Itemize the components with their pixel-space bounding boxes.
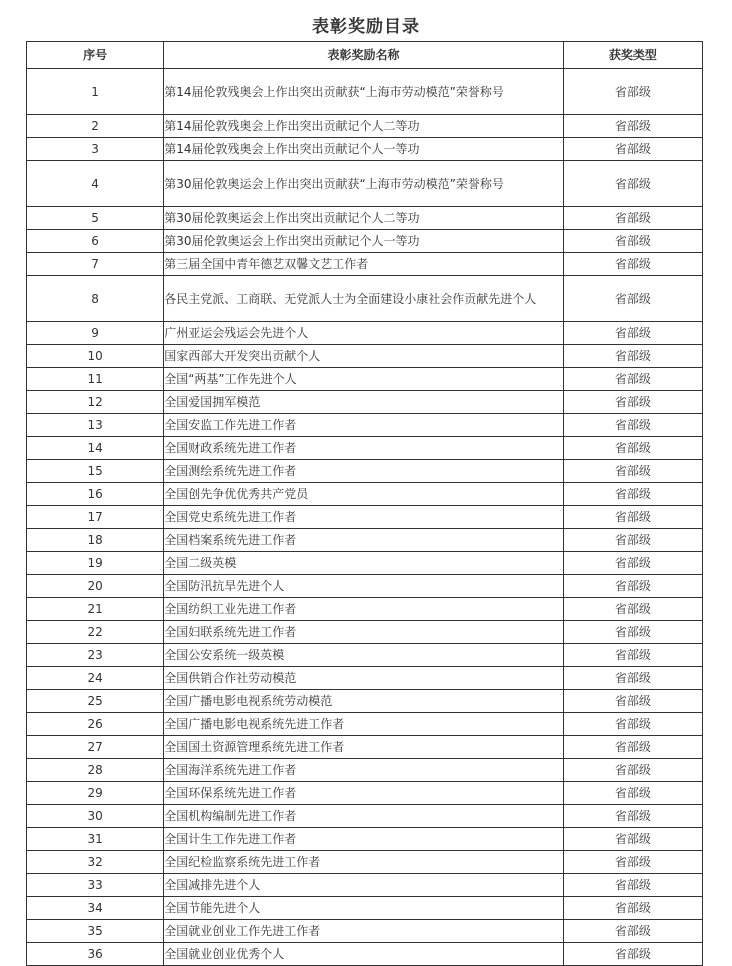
award-name: 全国档案系统先进工作者 — [164, 529, 564, 552]
award-type: 省部级 — [563, 345, 702, 368]
award-name: 全国计生工作先进工作者 — [164, 828, 564, 851]
table-row — [27, 506, 703, 529]
award-name: 全国供销合作社劳动模范 — [164, 667, 564, 690]
table-row — [27, 230, 703, 253]
award-name: 全国妇联系统先进工作者 — [164, 621, 564, 644]
row-number: 34 — [27, 897, 164, 920]
row-number: 16 — [27, 483, 164, 506]
row-number: 13 — [27, 414, 164, 437]
award-type: 省部级 — [563, 575, 702, 598]
row-number: 32 — [27, 851, 164, 874]
row-number: 10 — [27, 345, 164, 368]
row-number: 30 — [27, 805, 164, 828]
award-name: 全国就业创业优秀个人 — [164, 943, 564, 966]
table-row — [27, 897, 703, 920]
award-type: 省部级 — [563, 759, 702, 782]
row-number: 2 — [27, 115, 164, 138]
award-type: 省部级 — [563, 115, 702, 138]
award-type: 省部级 — [563, 736, 702, 759]
header-type: 获奖类型 — [563, 42, 702, 69]
table-row — [27, 874, 703, 897]
award-type: 省部级 — [563, 69, 702, 115]
table-row — [27, 621, 703, 644]
row-number: 25 — [27, 690, 164, 713]
award-name: 全国公安系统一级英模 — [164, 644, 564, 667]
header-name: 表彰奖励名称 — [164, 42, 564, 69]
award-name: 全国节能先进个人 — [164, 897, 564, 920]
award-type: 省部级 — [563, 920, 702, 943]
row-number: 21 — [27, 598, 164, 621]
row-number: 18 — [27, 529, 164, 552]
award-type: 省部级 — [563, 897, 702, 920]
table-row — [27, 690, 703, 713]
table-row — [27, 782, 703, 805]
row-number: 33 — [27, 874, 164, 897]
row-number: 1 — [27, 69, 164, 115]
table-row — [27, 391, 703, 414]
award-name: 全国纺织工业先进工作者 — [164, 598, 564, 621]
table-row — [27, 437, 703, 460]
row-number: 12 — [27, 391, 164, 414]
award-name: 全国爱国拥军模范 — [164, 391, 564, 414]
award-name: 全国国土资源管理系统先进工作者 — [164, 736, 564, 759]
award-name: 全国二级英模 — [164, 552, 564, 575]
award-name: 第三届全国中青年德艺双馨文艺工作者 — [164, 253, 564, 276]
table-row — [27, 414, 703, 437]
award-type: 省部级 — [563, 713, 702, 736]
award-name: 第30届伦敦奥运会上作出突出贡献记个人一等功 — [164, 230, 564, 253]
award-type: 省部级 — [563, 483, 702, 506]
header-no: 序号 — [27, 42, 164, 69]
award-type: 省部级 — [563, 322, 702, 345]
award-name: 各民主党派、工商联、无党派人士为全面建设小康社会作贡献先进个人 — [164, 276, 564, 322]
award-type: 省部级 — [563, 138, 702, 161]
table-row — [27, 575, 703, 598]
award-name: 全国广播电影电视系统先进工作者 — [164, 713, 564, 736]
row-number: 35 — [27, 920, 164, 943]
table-row — [27, 667, 703, 690]
row-number: 36 — [27, 943, 164, 966]
award-type: 省部级 — [563, 782, 702, 805]
table-row — [27, 460, 703, 483]
award-name: 第14届伦敦残奥会上作出突出贡献记个人二等功 — [164, 115, 564, 138]
award-type: 省部级 — [563, 368, 702, 391]
row-number: 20 — [27, 575, 164, 598]
row-number: 8 — [27, 276, 164, 322]
award-name: 全国机构编制先进工作者 — [164, 805, 564, 828]
award-name: 全国防汛抗旱先进个人 — [164, 575, 564, 598]
award-type: 省部级 — [563, 851, 702, 874]
award-type: 省部级 — [563, 552, 702, 575]
table-header-row — [27, 42, 703, 69]
award-type: 省部级 — [563, 690, 702, 713]
row-number: 9 — [27, 322, 164, 345]
row-number: 4 — [27, 161, 164, 207]
award-name: 全国安监工作先进工作者 — [164, 414, 564, 437]
row-number: 24 — [27, 667, 164, 690]
row-number: 3 — [27, 138, 164, 161]
row-number: 14 — [27, 437, 164, 460]
award-type: 省部级 — [563, 805, 702, 828]
award-type: 省部级 — [563, 621, 702, 644]
table-row — [27, 69, 703, 115]
award-type: 省部级 — [563, 414, 702, 437]
award-type: 省部级 — [563, 667, 702, 690]
table-row — [27, 713, 703, 736]
award-type: 省部级 — [563, 437, 702, 460]
row-number: 7 — [27, 253, 164, 276]
table-row — [27, 552, 703, 575]
table-row — [27, 483, 703, 506]
table-row — [27, 529, 703, 552]
award-type: 省部级 — [563, 828, 702, 851]
award-name: 国家西部大开发突出贡献个人 — [164, 345, 564, 368]
award-name: 全国“两基”工作先进个人 — [164, 368, 564, 391]
award-name: 全国减排先进个人 — [164, 874, 564, 897]
table-row — [27, 851, 703, 874]
row-number: 23 — [27, 644, 164, 667]
table-row — [27, 759, 703, 782]
row-number: 27 — [27, 736, 164, 759]
table-row — [27, 943, 703, 966]
award-name: 全国纪检监察系统先进工作者 — [164, 851, 564, 874]
award-name: 全国广播电影电视系统劳动模范 — [164, 690, 564, 713]
award-name: 广州亚运会残运会先进个人 — [164, 322, 564, 345]
award-type: 省部级 — [563, 874, 702, 897]
table-row — [27, 920, 703, 943]
award-type: 省部级 — [563, 207, 702, 230]
award-type: 省部级 — [563, 943, 702, 966]
row-number: 17 — [27, 506, 164, 529]
award-name: 全国财政系统先进工作者 — [164, 437, 564, 460]
row-number: 29 — [27, 782, 164, 805]
award-type: 省部级 — [563, 230, 702, 253]
award-name: 第14届伦敦残奥会上作出突出贡献获“上海市劳动模范”荣誉称号 — [164, 69, 564, 115]
table-row — [27, 276, 703, 322]
award-type: 省部级 — [563, 276, 702, 322]
award-name: 全国就业创业工作先进工作者 — [164, 920, 564, 943]
table-row — [27, 805, 703, 828]
page-title: 表彰奖励目录 — [312, 17, 420, 37]
table-row — [27, 207, 703, 230]
award-type: 省部级 — [563, 598, 702, 621]
award-name: 第30届伦敦奥运会上作出突出贡献记个人二等功 — [164, 207, 564, 230]
row-number: 26 — [27, 713, 164, 736]
table-row — [27, 345, 703, 368]
row-number: 28 — [27, 759, 164, 782]
award-type: 省部级 — [563, 161, 702, 207]
award-type: 省部级 — [563, 506, 702, 529]
award-name: 全国环保系统先进工作者 — [164, 782, 564, 805]
award-type: 省部级 — [563, 529, 702, 552]
table-row — [27, 253, 703, 276]
award-name: 全国党史系统先进工作者 — [164, 506, 564, 529]
table-row — [27, 138, 703, 161]
row-number: 31 — [27, 828, 164, 851]
award-name: 第14届伦敦残奥会上作出突出贡献记个人一等功 — [164, 138, 564, 161]
row-number: 6 — [27, 230, 164, 253]
table-row — [27, 598, 703, 621]
row-number: 15 — [27, 460, 164, 483]
award-name: 全国创先争优优秀共产党员 — [164, 483, 564, 506]
row-number: 22 — [27, 621, 164, 644]
table-row — [27, 161, 703, 207]
award-type: 省部级 — [563, 391, 702, 414]
table-row — [27, 322, 703, 345]
row-number: 11 — [27, 368, 164, 391]
award-type: 省部级 — [563, 460, 702, 483]
award-name: 全国海洋系统先进工作者 — [164, 759, 564, 782]
awards-table — [26, 41, 703, 966]
row-number: 19 — [27, 552, 164, 575]
table-row — [27, 828, 703, 851]
row-number: 5 — [27, 207, 164, 230]
award-type: 省部级 — [563, 644, 702, 667]
award-type: 省部级 — [563, 253, 702, 276]
table-row — [27, 115, 703, 138]
table-row — [27, 368, 703, 391]
table-row — [27, 644, 703, 667]
award-name: 全国测绘系统先进工作者 — [164, 460, 564, 483]
award-name: 第30届伦敦奥运会上作出突出贡献获“上海市劳动模范”荣誉称号 — [164, 161, 564, 207]
table-row — [27, 736, 703, 759]
